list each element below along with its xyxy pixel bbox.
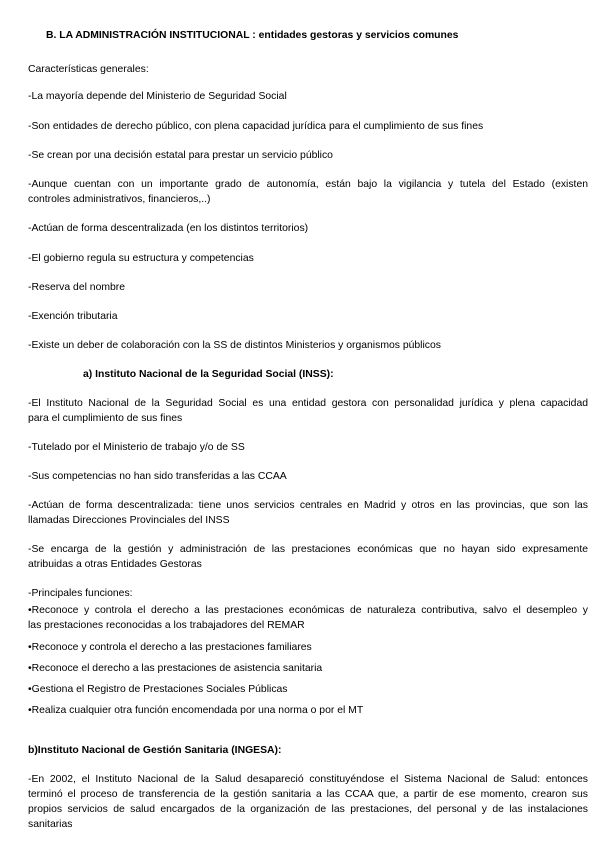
inss-function-bullet: •Reconoce el derecho a las prestaciones de asistencia sanitaria	[28, 663, 323, 674]
inss-functions-heading: -Principales funciones:	[28, 588, 133, 599]
inss-function-bullet-continued: las prestaciones reconocidas a los trabajadores del REMAR	[28, 620, 305, 631]
inss-function-bullet: •Gestiona el Registro de Prestaciones Sociales Públicas	[28, 684, 288, 695]
general-item: -Existe un deber de colaboración con la SS de distintos Ministerios y organismos públicos	[28, 340, 441, 351]
inss-line: llamadas Direcciones Provinciales del INSS	[28, 515, 230, 526]
inss-line: -Sus competencias no han sido transferidas a las CCAA	[28, 471, 287, 482]
general-item: -La mayoría depende del Ministerio de Seguridad Social	[28, 91, 287, 102]
general-item: -Aunque cuentan con un importante grado de autonomía, están bajo la vigilancia y tutela del Estado (existen	[28, 179, 588, 190]
section-title: B. LA ADMINISTRACIÓN INSTITUCIONAL : entidades gestoras y servicios comunes	[46, 30, 459, 41]
general-heading: Características generales:	[28, 64, 149, 75]
ingesa-line: terminó el proceso de transferencia de la gestión sanitaria a las CCAA que, a partir de ese momento, crearon sus	[28, 789, 588, 800]
general-item: -Actúan de forma descentralizada (en los distintos territorios)	[28, 223, 309, 234]
inss-function-bullet: •Reconoce y controla el derecho a las prestaciones económicas de naturaleza contributiva, salvo el desempleo y	[28, 605, 588, 616]
inss-line: atribuidas a otras Entidades Gestoras	[28, 559, 202, 570]
general-item: -El gobierno regula su estructura y competencias	[28, 253, 254, 264]
inss-line: -Tutelado por el Ministerio de trabajo y/o de SS	[28, 442, 245, 453]
ingesa-heading: b)Instituto Nacional de Gestión Sanitaria (INGESA):	[28, 745, 282, 756]
inss-function-bullet: •Reconoce y controla el derecho a las prestaciones familiares	[28, 642, 312, 653]
inss-heading: a) Instituto Nacional de la Seguridad Social (INSS):	[83, 369, 334, 380]
inss-line: -El Instituto Nacional de la Seguridad Social es una entidad gestora con personalidad jurídica y plena capacidad	[28, 398, 588, 409]
ingesa-line: -En 2002, el Instituto Nacional de la Salud desapareció constituyéndose el Sistema Nacional de Salud: entonces	[28, 774, 588, 785]
general-item: -Reserva del nombre	[28, 282, 126, 293]
general-item-continued: controles administrativos, financieros,..)	[28, 194, 211, 205]
general-item: -Son entidades de derecho público, con plena capacidad jurídica para el cumplimiento de sus fines	[28, 121, 484, 132]
general-item: -Exención tributaria	[28, 311, 118, 322]
inss-function-bullet: •Realiza cualquier otra función encomendada por una norma o por el MT	[28, 705, 364, 716]
general-item: -Se crean por una decisión estatal para prestar un servicio público	[28, 150, 333, 161]
inss-line: -Actúan de forma descentralizada: tiene unos servicios centrales en Madrid y otros en las provincias, que son las	[28, 500, 588, 511]
ingesa-line: propios servicios de salud encargados de la organización de las prestaciones, del personal y de las instalaciones	[28, 804, 588, 815]
inss-line: -Se encarga de la gestión y administración de las prestaciones económicas que no hayan sido expresamente	[28, 544, 588, 555]
ingesa-line: sanitarias	[28, 819, 73, 830]
inss-line: para el cumplimiento de sus fines	[28, 413, 183, 424]
